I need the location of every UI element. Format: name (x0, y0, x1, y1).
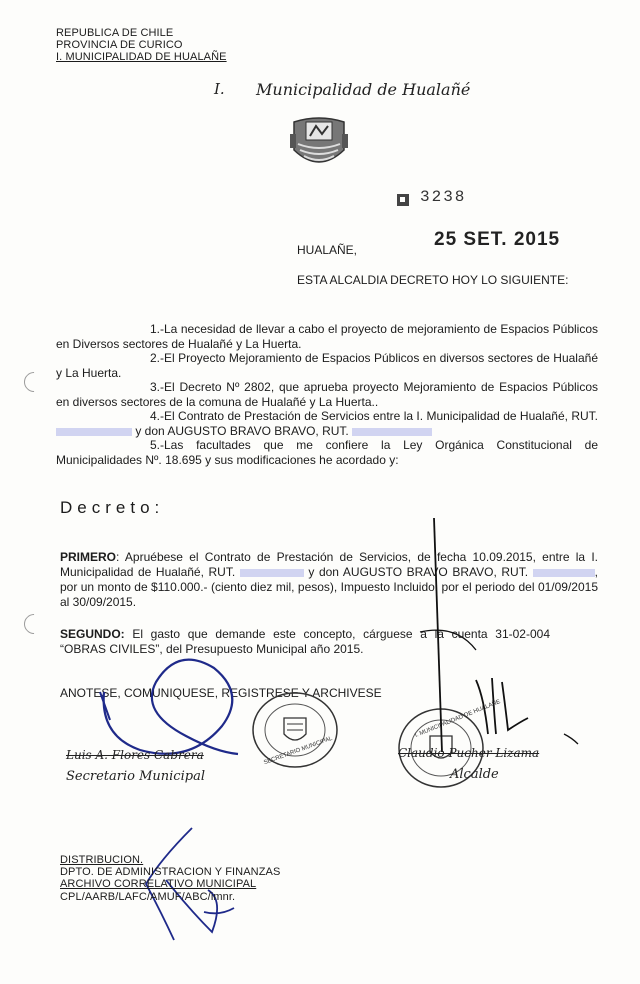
seal-left-text: SECRETARIO MUNICIPAL (263, 735, 334, 767)
considerando-4-text: 4.-El Contrato de Prestación de Servicios entre la I. Municipalidad de Hualañé, RUT. (150, 409, 598, 423)
punch-hole-icon (20, 368, 48, 396)
secretary-role: Secretario Municipal (66, 769, 205, 784)
distribution-label: DISTRIBUCION. (60, 854, 144, 866)
distribution-line-3: CPL/AARB/LAFC/AMUF/ABC/imnr. (60, 891, 236, 903)
title-prefix: I. (214, 80, 225, 98)
distribution-line-1: DPTO. DE ADMINISTRACION Y FINANZAS (60, 866, 281, 878)
primero-text-b: y don AUGUSTO BRAVO BRAVO, RUT. (308, 565, 529, 579)
mayor-role: Alcalde (450, 767, 499, 782)
segundo-text: El gasto que demande este concepto, cárguese a la cuenta 31-02-004 “OBRAS CIVILES”, del Presupuesto Municipal año 2015. (60, 627, 550, 656)
primero-text-a: : Apruébese el Contrato de Prestación de Servicios, de fecha 10.09.2015, entre la I. Municipalidad de Hualañé, RUT. (60, 550, 598, 579)
place-label: HUALAÑE, (297, 243, 358, 257)
considerando-4-contractor: y don AUGUSTO BRAVO BRAVO, RUT. (135, 424, 349, 438)
segundo-label: SEGUNDO: (60, 627, 125, 641)
date-stamp: 25 SET. 2015 (434, 229, 561, 250)
title-municipality: Municipalidad de Hualañé (256, 80, 471, 99)
considerando-3: 3.-El Decreto Nº 2802, que aprueba proyecto Mejoramiento de Espacios Públicos en diversos sectores de la comuna de Hualañé y La Huerta.. (56, 380, 598, 409)
header-republic: REPUBLICA DE CHILE (56, 27, 174, 39)
secretary-name: Luis A. Flores Cabrera (66, 748, 204, 762)
decreto-heading: Decreto: (60, 498, 165, 517)
redacted-rut (56, 428, 132, 436)
distribution-line-2: ARCHIVO CORRELATIVO MUNICIPAL (60, 878, 257, 890)
header-municipality: I. MUNICIPALIDAD DE HUALAÑE (56, 51, 227, 63)
mayor-signature-icon (416, 512, 616, 772)
closing-line: ANOTESE, COMUNIQUESE, REGISTRESE Y ARCHIVESE (60, 686, 382, 700)
decree-number-stamp: 3238 (420, 188, 467, 206)
punch-hole-icon (20, 610, 48, 638)
considerando-2: 2.-El Proyecto Mejoramiento de Espacios Públicos en diversos sectores de Hualañé y La Huerta. (56, 351, 598, 380)
considerando-5: 5.-Las facultades que me confiere la Ley Orgánica Constitucional de Municipalidades Nº. 18.695 y sus modificaciones he acordado y: (56, 438, 598, 467)
primero-text-c: , por un monto de $110.000.- (ciento diez mil, pesos), Impuesto Incluido, por el periodo del 01/09/2015 al 30/09/2015. (60, 565, 598, 609)
redacted-rut (240, 569, 304, 577)
header-province: PROVINCIA DE CURICO (56, 39, 183, 51)
redacted-rut (352, 428, 432, 436)
considerando-1: 1.-La necesidad de llevar a cabo el proyecto de mejoramiento de Espacios Públicos en Diversos sectores de Hualañé y La Huerta. (56, 322, 598, 351)
municipal-seal-left-icon (250, 690, 340, 770)
mayor-name: Claudio Pucher Lizama (398, 746, 540, 760)
intro-line: ESTA ALCALDIA DECRETO HOY LO SIGUIENTE: (297, 273, 569, 287)
stamp-mark-icon (396, 193, 410, 207)
coat-of-arms-icon (288, 112, 350, 174)
seal-right-text: I. MUNICIPALIDAD DE HUALAÑE (414, 699, 502, 739)
considerando-4 (56, 409, 598, 439)
primero-label: PRIMERO (60, 550, 117, 564)
